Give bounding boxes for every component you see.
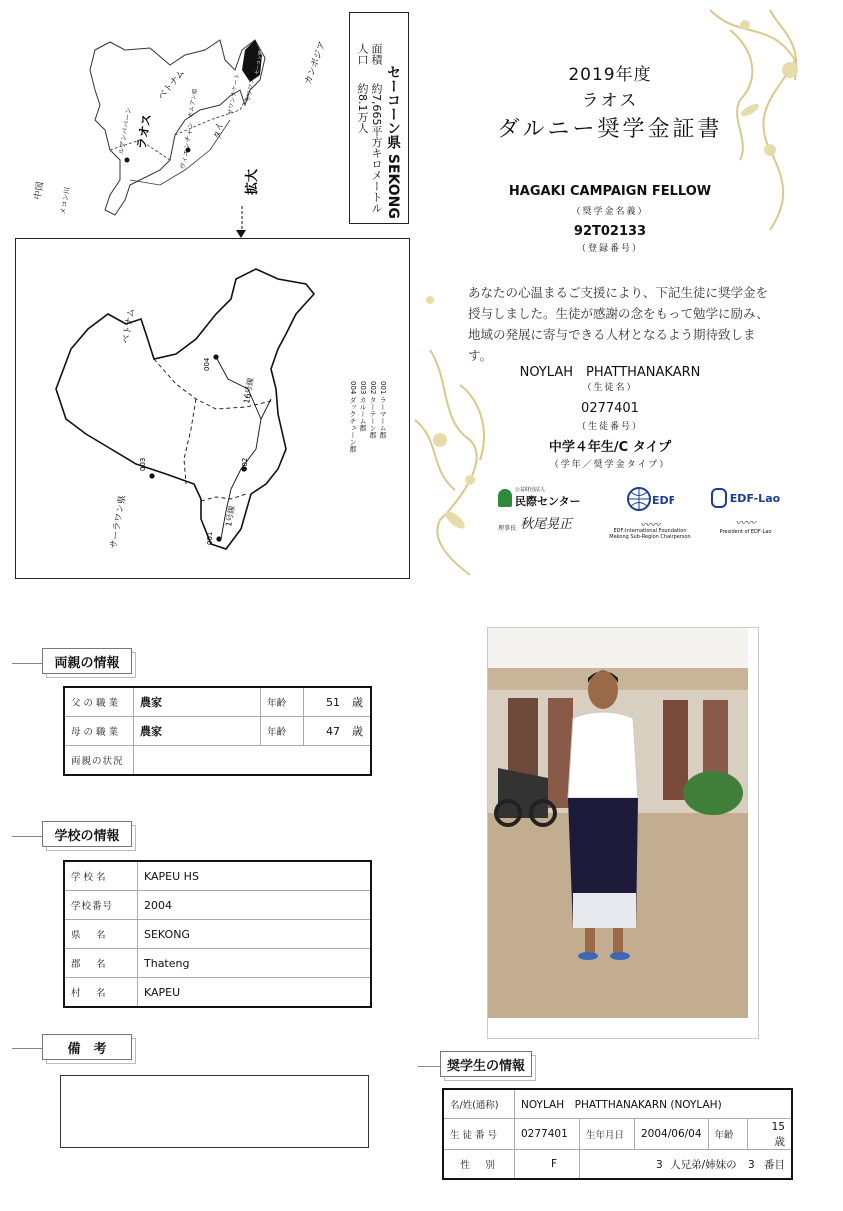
siblings-count: 3 (656, 1158, 663, 1171)
district-value: Thateng (138, 949, 372, 978)
label-vientiane: ヴィエンチャン (179, 121, 196, 171)
school-name-value: KAPEU HS (138, 861, 372, 891)
org2-caption1: EDF-International Foundation (613, 528, 687, 534)
label-sekong-small: セーコン県 (254, 49, 265, 76)
student-number-label: 生徒番号 (443, 1119, 515, 1150)
label-laos: ラオス (134, 112, 155, 151)
cert-message: あなたの心温まるご支援により、下記生徒に奨学金を授与しました。生徒が感謝の念をもって勉学に励み、地域の発展に寄与できる人材となるよう期待致します。 (468, 285, 769, 363)
label-vietnam: ベトナム (156, 68, 188, 102)
sex-label: 性 別 (443, 1150, 515, 1180)
legend-item: 001 ラーマーム郡 (379, 381, 387, 439)
reg-number: 92T02133 (573, 224, 647, 239)
birth-order-unit: 番目 (764, 1158, 785, 1171)
cert-student-number: 0277401 (581, 401, 639, 416)
birth-order: 3 (747, 1158, 755, 1171)
sponsor-caption: （奨学金名義） (571, 207, 649, 217)
edf-lao-icon (711, 488, 727, 508)
org2-caption2: Mekong Sub-Region Chairperson (609, 534, 691, 540)
sponsor-name: HAGAKI CAMPAIGN FELLOW (508, 184, 712, 199)
zoom-map-frame (15, 238, 410, 579)
region-name: セーコーン県 SEKONG (385, 65, 401, 219)
school-name-label: 学校名 (64, 861, 138, 891)
village-value: KAPEU (138, 978, 372, 1008)
org3-logo-text: EDF-Lao (729, 491, 781, 505)
cert-grade-caption: （学年／奨学金タイプ） (549, 460, 671, 470)
village-label: 村 名 (64, 978, 138, 1008)
org1-role: 理事長 (498, 525, 517, 532)
legend-item: 002 ターテーン郡 (369, 381, 377, 439)
student-name-value: NOYLAH PHATTHANAKARN (NOYLAH) (515, 1089, 793, 1119)
reg-caption: （登録番号） (576, 244, 643, 254)
org1-logo (498, 486, 593, 532)
province-value: SEKONG (138, 920, 372, 949)
siblings-cell (580, 1150, 793, 1180)
label-mekong: メコン川 (59, 186, 72, 216)
label-khammouane: カムアン県 (187, 87, 200, 119)
province-label: 県 名 (64, 920, 138, 949)
student-number-value: 0277401 (515, 1119, 580, 1150)
parents-table (63, 686, 372, 776)
org1-logo-icon (498, 489, 512, 507)
zoom-label-road1: 1号線 (224, 505, 237, 528)
student-table (442, 1088, 793, 1180)
arrow-down-icon (236, 226, 246, 238)
org2-logo (605, 486, 695, 540)
school-number-value: 2004 (138, 891, 372, 920)
school-number-label: 学校番号 (64, 891, 138, 920)
population-value: 約8.1万人 (356, 83, 369, 134)
student-age-cell (747, 1119, 792, 1150)
region-info-box (349, 12, 409, 224)
cert-title: ダルニー奨学金証書 (497, 117, 723, 142)
org3-caption: President of EDF-Lao (719, 529, 772, 535)
birth-value: 2004/06/04 (635, 1119, 709, 1150)
legend-item: 004 ダックチューン郡 (349, 381, 357, 453)
student-photo (488, 628, 748, 1018)
section-line (12, 836, 42, 837)
school-table (63, 860, 372, 1008)
student-age-label: 年齢 (708, 1119, 747, 1150)
section-heading-school: 学校の情報 (42, 821, 132, 847)
siblings-label: 人兄弟/姉妹の (670, 1158, 737, 1171)
student-age-value: 15 (771, 1121, 785, 1133)
label-thailand: タイ (213, 121, 227, 141)
population-label: 人口 (356, 43, 369, 65)
edf-globe-icon (626, 486, 674, 512)
cert-grade-type: 中学４年生/C タイプ (548, 440, 672, 455)
zoom-label-road16: 16号線 (242, 376, 256, 405)
section-heading-remarks: 備 考 (42, 1034, 132, 1060)
label-cambodia: カンボジア (303, 40, 329, 87)
section-heading-parents: 両親の情報 (42, 648, 132, 674)
scholarship-certificate (410, 0, 810, 585)
mother-job-label: 母の職業 (64, 717, 134, 746)
org1-name: 民際センター (515, 495, 581, 508)
mother-age-unit: 歳 (346, 717, 371, 746)
section-heading-student: 奨学生の情報 (440, 1051, 532, 1077)
area-label: 面積 (370, 43, 383, 65)
student-name-label: 名/姓(通称) (443, 1089, 515, 1119)
parents-status-value (134, 746, 372, 776)
area-value: 約7,665平方キロメートル (370, 83, 383, 214)
org3-signature-icon: 〰〰 (735, 518, 756, 529)
cert-student-number-caption: （生徒番号） (576, 422, 643, 432)
father-job-label: 父の職業 (64, 687, 134, 717)
mother-job-value: 農家 (134, 717, 261, 746)
label-savannakhet: サワンナケート (227, 73, 242, 116)
org1-small: 公益財団法人 (515, 487, 546, 493)
mother-age-label: 年齢 (261, 717, 304, 746)
legend-item: 003 カルーム郡 (359, 381, 367, 432)
cert-year: 2019年度 (568, 65, 652, 85)
father-age-unit: 歳 (346, 687, 371, 717)
zoom-label-001: 001 (206, 531, 214, 545)
org2-logo-text: EDF (652, 494, 674, 507)
sex-value: F (515, 1150, 580, 1180)
student-photo-frame (487, 627, 759, 1039)
label-luang-prabang: ルアンパバーン (117, 106, 134, 156)
cert-student-name: NOYLAH PHATTHANAKARN (519, 365, 701, 380)
overview-map (10, 10, 345, 230)
label-china: 中国 (33, 181, 47, 201)
cert-student-caption: （生徒名） (582, 383, 638, 393)
father-job-value: 農家 (134, 687, 261, 717)
org3-logo (708, 488, 783, 535)
section-line (418, 1066, 440, 1067)
parents-status-label: 両親の状況 (64, 746, 134, 776)
section-line (12, 663, 42, 664)
remarks-box (60, 1075, 369, 1148)
cert-country: ラオス (581, 91, 639, 111)
father-age-label: 年齢 (261, 687, 304, 717)
label-salavan: サラワン県 (245, 71, 258, 103)
birth-label: 生年月日 (580, 1119, 635, 1150)
mother-age-value: 47 (304, 717, 347, 746)
section-line (12, 1048, 42, 1049)
zoom-label-salavan: サーラワン県 (109, 494, 129, 550)
org2-signature-icon: 〰〰 (640, 520, 660, 531)
zoom-label-003: 003 (139, 457, 147, 471)
zoom-label-002: 002 (241, 457, 249, 471)
zoom-label-vietnam: ベトナム (121, 307, 138, 345)
district-label: 郡 名 (64, 949, 138, 978)
student-age-unit: 歳 (774, 1136, 785, 1148)
father-age-value: 51 (304, 687, 347, 717)
label-zoom: 拡大 (245, 168, 260, 195)
zoom-label-004: 004 (203, 357, 211, 371)
org1-signature: 秋尾晃正 (520, 517, 573, 532)
